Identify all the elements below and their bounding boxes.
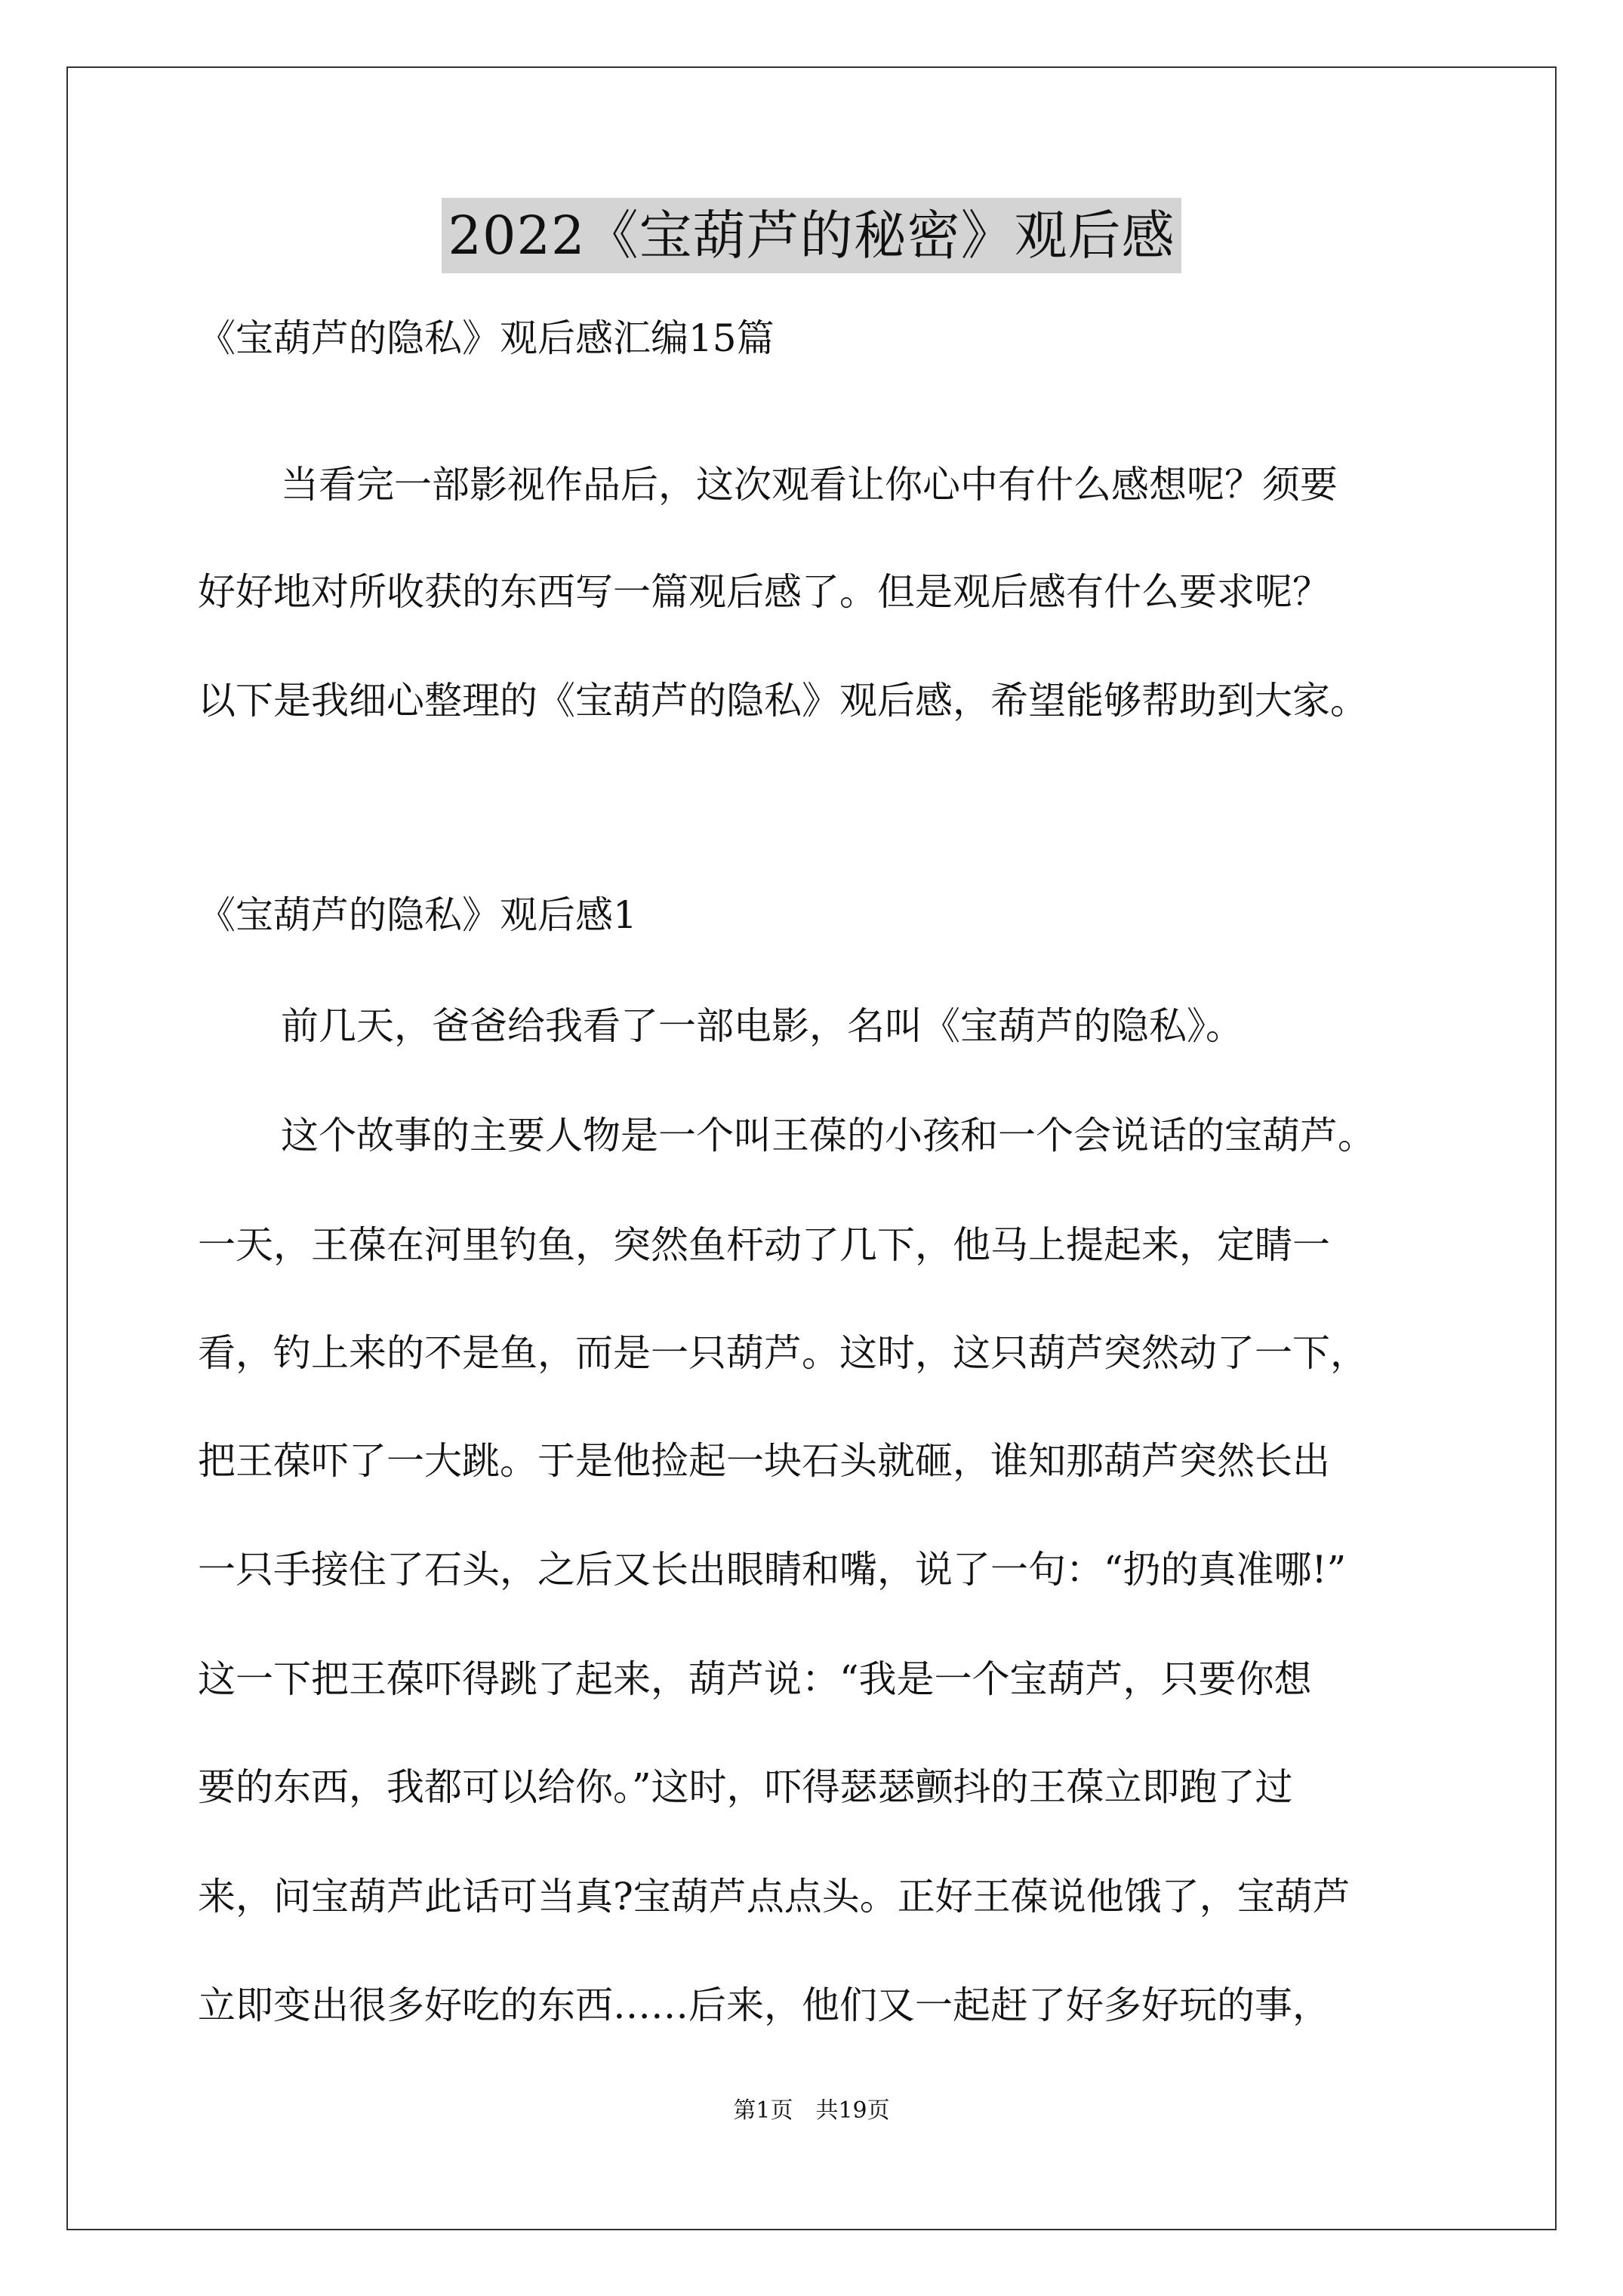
page-number-footer: 第1页 共19页 <box>733 2097 890 2124</box>
document-title: 2022《宝葫芦的秘密》观后感 <box>442 198 1181 273</box>
body-line: 看，钓上来的不是鱼，而是一只葫芦。这时，这只葫芦突然动了一下， <box>198 1331 1368 1375</box>
body-line: 一只手接住了石头，之后又长出眼睛和嘴，说了一句：“扔的真准哪!” <box>198 1548 1347 1592</box>
body-line: 前几天，爸爸给我看了一部电影，名叫《宝葫芦的隐私》。 <box>281 1004 1243 1048</box>
body-line: 把王葆吓了一大跳。于是他捡起一块石头就砸，谁知那葫芦突然长出 <box>198 1439 1330 1483</box>
body-line: 这一下把王葆吓得跳了起来，葫芦说：“我是一个宝葫芦，只要你想 <box>198 1657 1312 1701</box>
section-heading: 《宝葫芦的隐私》观后感1 <box>198 893 637 937</box>
body-line: 来，问宝葫芦此话可当真?宝葫芦点点头。正好王葆说他饿了，宝葫芦 <box>198 1875 1350 1918</box>
body-line: 立即变出很多好吃的东西……后来，他们又一起赶了好多好玩的事， <box>198 1983 1330 2027</box>
intro-line: 好好地对所收获的东西写一篇观后感了。但是观后感有什么要求呢？ <box>198 570 1330 614</box>
collection-heading: 《宝葫芦的隐私》观后感汇编15篇 <box>198 316 775 360</box>
body-line: 一天，王葆在河里钓鱼，突然鱼杆动了几下，他马上提起来，定睛一 <box>198 1223 1330 1267</box>
intro-line: 当看完一部影视作品后，这次观看让你心中有什么感想呢？须要 <box>281 463 1338 507</box>
body-line: 要的东西，我都可以给你。”这时，吓得瑟瑟颤抖的王葆立即跑了过 <box>198 1765 1293 1809</box>
title-wrapper <box>0 198 1623 273</box>
body-line: 这个故事的主要人物是一个叫王葆的小孩和一个会说话的宝葫芦。 <box>281 1114 1375 1157</box>
intro-line: 以下是我细心整理的《宝葫芦的隐私》观后感，希望能够帮助到大家。 <box>198 679 1368 723</box>
